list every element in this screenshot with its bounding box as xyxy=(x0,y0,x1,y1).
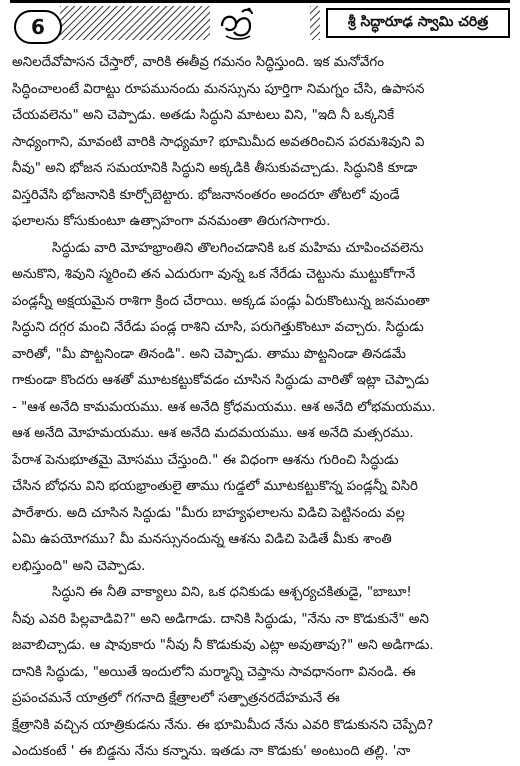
text-line: చేయవలెను" అని చెప్పాడు. అతడు సిద్ధుని మాటలు విని, "ఇది నీ ఒక్కనికే xyxy=(12,108,395,123)
text-line: వారితో, "మీ పొట్టనిండా తినండి". అని చెప్పాడు. తాము పొట్టనిండా తినడమే xyxy=(12,346,406,362)
om-emblem-icon xyxy=(216,6,260,42)
text-line: నీవు ఎవరి పిల్లవాడివి?" అని అడిగాడు. దానికి సిద్ధుడు, "నేను నా కొడుకునే" అని xyxy=(12,611,429,627)
text-line: ఆశ అనేది మోహమయము. ఆశ అనేది మదమయము. ఆశ అనేది మత్సరము. xyxy=(12,426,414,441)
text-line: ప్రపంచమనే యాత్రలో గగనాది క్షేత్రాలలో సత్పాత్రనరదేహమనే ఈ xyxy=(12,691,340,706)
text-line: సిద్ధుని దగ్గర మంచి నేరేడు పండ్ల రాశిని చూసి, పరుగెత్తుకొంటూ వచ్చారు. సిద్ధుడు xyxy=(12,320,424,335)
text-line: అనిలదేవోపాసన చేస్తారో, వారికి ఈతీవ్ర గమనం సిద్ధిస్తుంది. ఇక మనోవేగం xyxy=(12,55,385,70)
text-line: ఫలాలను కోసుకుంటూ ఉత్సాహంగా వనమంతా తిరుగసాగారు. xyxy=(12,214,331,229)
page-body-text xyxy=(12,50,512,766)
header-hatch-left xyxy=(60,6,210,40)
book-title: శ్రీ సిద్ధారూఢ స్వామి చరిత్ర xyxy=(326,8,510,38)
text-line: - "ఆశ అనేది కామమయము. ఆశ అనేది క్రోధమయము. ఆశ అనేది లోభమయము. xyxy=(12,399,436,415)
text-line: పండ్లన్నీ అక్షయమైన రాశిగా క్రింద చేరాయి. అక్కడ పండ్లు ఏరుకొంటున్న జనమంతా xyxy=(12,293,430,309)
text-line: పారేశారు. అది చూసిన సిద్ధుడు "మీరు బాహ్యఫలాలను విడిచి పెట్టినందు వల్ల xyxy=(12,505,405,521)
text-line: ఏమి ఉపయోగము? మీ మనస్సునందున్న ఆశను విడిచి పెడితే మీకు శాంతి xyxy=(12,532,392,547)
text-line: నీవు" అని భోజన సమయానికి సిద్ధుని అక్కడికి తీసుకువచ్చాడు. సిద్ధునికి కూడా xyxy=(12,161,418,176)
page-number: 6 xyxy=(14,10,62,44)
text-line: ఎందుకంటే ' ఈ బిడ్డను నేను కన్నాను. ఇతడు నా కొడుకు' అంటుంది తల్లి. 'నా xyxy=(12,744,411,759)
text-line: సిద్ధుని ఈ నీతి వాక్యాలు విని, ఒక ధనికుడు ఆశ్చర్యచకితుడై, "బాబూ! xyxy=(52,585,412,600)
header-hatch-right xyxy=(310,6,320,40)
header-top-rule xyxy=(10,0,510,3)
text-line: సిద్ధించాలంటే విరాట్టు రూపమునందు మనస్సును పూర్తిగా నిమగ్నం చేసి, ఉపాసన xyxy=(12,81,425,97)
text-line: చేసిన బోధను విని భయభ్రాంతులై తాము గుడ్డలో మూటకట్టుకొన్న పండ్లన్నీ విసిరి xyxy=(12,479,418,494)
text-line: జవాబిచ్చాడు. ఆ షావుకారు "నీవు నీ కొడుకువు ఎట్లా అవుతావు?" అని అడిగాడు. xyxy=(12,638,434,653)
text-line: సిద్ధుడు వారి మోహభ్రాంతిని తొలగించడానికి ఒక మహిమ చూపించవలెను xyxy=(52,240,424,256)
page-header xyxy=(0,0,520,48)
text-line: అనుకొని, శివుని స్మరించి తన ఎదురుగా వున్న ఒక నేరేడు చెట్టును ముట్టుకోగానే xyxy=(12,267,416,282)
text-line: దానికి సిద్ధుడు, "అయితే ఇందులోని మర్మాన్ని చెప్తాను సావధానంగా వినండి. ఈ xyxy=(12,664,416,680)
text-line: విస్తరివేసి భోజనానికి కూర్చోబెట్టారు. భోజనానంతరం అందరూ తోటలో వుండే xyxy=(12,187,400,203)
text-line: క్షేత్రానికి వచ్చిన యాత్రికుడను నేను. ఈ భూమిమీద నేను ఎవరి కొడుకునని చెప్పేది? xyxy=(12,717,434,733)
text-line: గాకుండా కొందరు ఆశతో మూటకట్టుకోవడం చూసిన సిద్ధుడు వారితో ఇట్లా చెప్పాడు xyxy=(12,373,430,388)
text-line: సాధ్యంగాని, మావంటి వారికి సాధ్యమా? భూమిమీద అవతరించిన పరమశివుని వి xyxy=(12,134,425,150)
text-line: పేరాశ పెనుభూతమై మోసము చేస్తుంది." ఈ విధంగా ఆశను గురించి సిద్ధుడు xyxy=(12,452,399,468)
text-line: లభిస్తుంది" అని చెప్పాడు. xyxy=(12,558,146,574)
